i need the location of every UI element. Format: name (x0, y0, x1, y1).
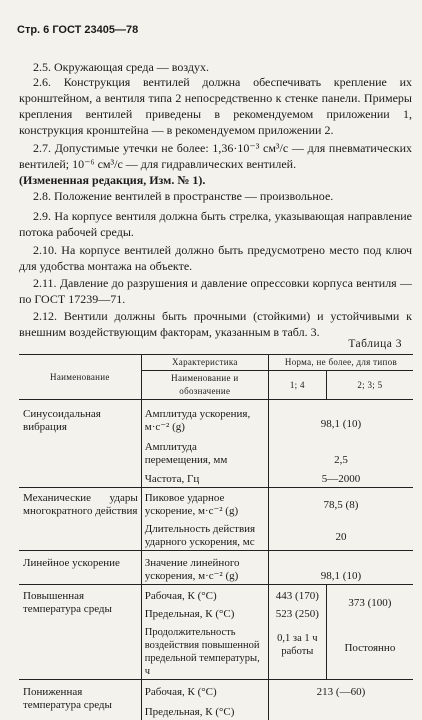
cell-hot-dur: Продолжительность воздействия повышенной предельной температуры, ч (141, 622, 268, 680)
table-row (19, 400, 413, 436)
page-header: Стр. 6 ГОСТ 23405—78 (17, 24, 138, 36)
cell-vib-disp-val: 2,5 (268, 435, 413, 468)
cell-cold-limit: Предельная, К (°С) (141, 700, 268, 720)
row-shock-name: Механические удары многократного действия (19, 488, 141, 551)
cell-shock-peak-val: 78,5 (8) (268, 488, 413, 520)
cell-vib-acc-val: 98,1 (10) (268, 400, 413, 436)
cell-hot-limit-14: 523 (250) (268, 604, 326, 622)
paragraph-2-7: 2.7. Допустимые утечки не более: 1,36·10⁻³ см³/с — для пневматических вентилей; 10⁻⁶ см³/с — для гидравлических вентилей. (Измененная редакция, Изм. № 1). (19, 140, 412, 188)
row-linear-name: Линейное ускорение (19, 551, 141, 585)
header-norm: Норма, не более, для типов (268, 355, 413, 371)
paragraph-2-8: 2.8. Положение вентилей в пространстве — произвольное. (19, 188, 412, 204)
cell-hot-limit: Предельная, К (°С) (141, 604, 268, 622)
cell-hot-work-14: 443 (170) (268, 585, 326, 605)
cell-hot-dur-14: 0,1 за 1 ч работы (268, 622, 326, 680)
paragraph-2-11: 2.11. Давление до разрушения и давление опрессовки корпуса вентиля — по ГОСТ 17239—71. (19, 275, 412, 307)
cell-hot-dur-235: Постоянно (326, 622, 413, 680)
header-characteristic: Характеристика (141, 355, 268, 371)
paragraph-2-10: 2.10. На корпусе вентилей должно быть предусмотрено место под ключ для удобства монтажа на объекте. (19, 242, 412, 274)
amendment-note: (Измененная редакция, Изм. № 1). (19, 172, 412, 188)
row-vibration-name: Синусоидальная вибрация (19, 400, 141, 488)
cell-vib-freq: Частота, Гц (141, 468, 268, 488)
paragraph-2-6: 2.6. Конструкция вентилей должна обеспечивать крепление их кронштейном, а вентиля типа 2 непосредственно к стенке панели. Примеры крепления вентилей приведены в рекомендуемом приложении 1, конструкция кронштейна — в рекомендуемом приложении 2. (19, 74, 412, 138)
cell-cold-work-val: 213 (—60) (268, 680, 413, 701)
paragraph-2-5: 2.5. Окружающая среда — воздух. (19, 59, 412, 75)
row-cold-name: Пониженная температура среды (19, 680, 141, 720)
table-caption: Таблица 3 (348, 338, 402, 350)
cell-cold-work: Рабочая, К (°С) (141, 680, 268, 701)
cell-vib-acc: Амплитуда ускорения, м·с⁻² (g) (141, 400, 268, 436)
row-hot-name: Повышенная температура среды (19, 585, 141, 680)
table-row (19, 551, 413, 585)
cell-hot-work: Рабочая, К (°С) (141, 585, 268, 605)
header-type-14: 1; 4 (268, 371, 326, 400)
cell-shock-dur-val: 20 (268, 519, 413, 551)
paragraph-2-9: 2.9. На корпусе вентиля должна быть стрелка, указывающая направление потока рабочей среды. (19, 208, 412, 240)
table-row (19, 488, 413, 520)
cell-vib-freq-val: 5—2000 (268, 468, 413, 488)
paragraph-2-12: 2.12. Вентили должны быть прочными (стойкими) и устойчивыми к внешним воздействующим факторам, указанным в табл. 3. (19, 308, 412, 340)
table-3 (19, 354, 413, 720)
table-row (19, 585, 413, 605)
cell-hot-235: 373 (100) (326, 585, 413, 623)
cell-lin-val: 98,1 (10) (268, 551, 413, 585)
table-row (19, 680, 413, 701)
cell-vib-disp: Амплитуда перемещения, мм (141, 435, 268, 468)
header-name: Наименование (19, 355, 141, 400)
header-subchar: Наименование и обозначение (141, 371, 268, 400)
cell-lin-label: Значение линейного ускорения, м·с⁻² (g) (141, 551, 268, 585)
cell-cold-limit-val (268, 700, 413, 720)
cell-shock-peak: Пиковое ударное ускорение, м·с⁻² (g) (141, 488, 268, 520)
cell-shock-dur: Длительность действия ударного ускорения, мс (141, 519, 268, 551)
header-type-235: 2; 3; 5 (326, 371, 413, 400)
